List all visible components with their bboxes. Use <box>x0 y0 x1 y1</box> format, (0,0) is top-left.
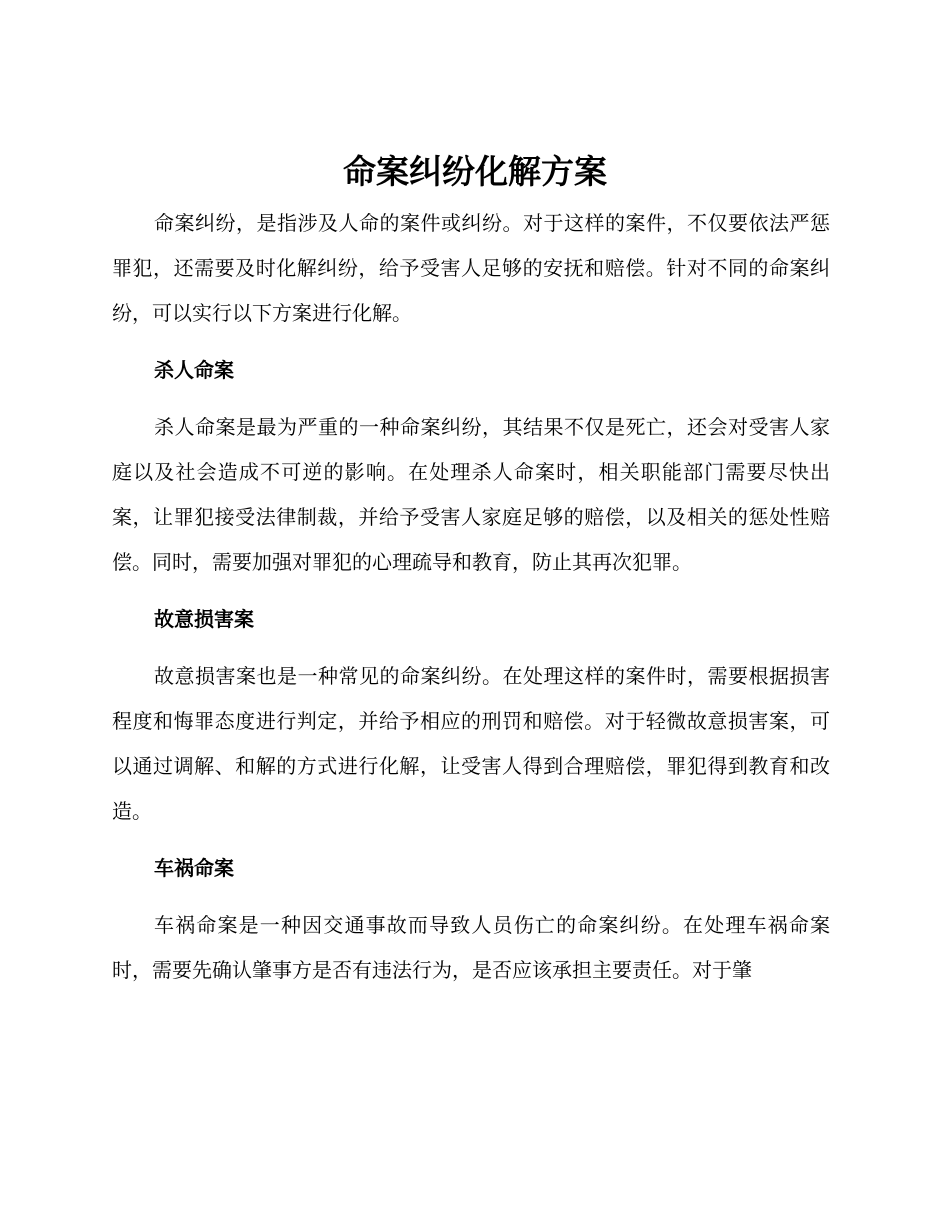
section-heading: 车祸命案 <box>154 856 234 880</box>
document-title: 命案纠纷化解方案 <box>343 152 607 191</box>
section-paragraph: 车祸命案是一种因交通事故而导致人员伤亡的命案纠纷。在处理车祸命案时，需要先确认肇事方是否有违法行为，是否应该承担主要责任。对于肇 <box>112 913 830 982</box>
section-intentional-injury <box>112 597 830 834</box>
section-paragraph: 故意损害案也是一种常见的命案纠纷。在处理这样的案件时，需要根据损害程度和悔罪态度进行判定，并给予相应的刑罚和赔偿。对于轻微故意损害案，可以通过调解、和解的方式进行化解，让受害人得到合理赔偿，罪犯得到教育和改造。 <box>112 664 830 823</box>
section-heading: 故意损害案 <box>154 607 254 631</box>
document-body <box>112 201 830 993</box>
section-murder <box>112 348 830 585</box>
section-heading: 杀人命案 <box>154 358 234 382</box>
section-paragraph: 杀人命案是最为严重的一种命案纠纷，其结果不仅是死亡，还会对受害人家庭以及社会造成不可逆的影响。在处理杀人命案时，相关职能部门需要尽快出案，让罪犯接受法律制裁，并给予受害人家庭足够的赔偿，以及相关的惩处性赔偿。同时，需要加强对罪犯的心理疏导和教育，防止其再次犯罪。 <box>112 415 830 574</box>
section-traffic-accident <box>112 846 830 993</box>
intro-paragraph: 命案纠纷，是指涉及人命的案件或纠纷。对于这样的案件，不仅要依法严惩罪犯，还需要及时化解纠纷，给予受害人足够的安抚和赔偿。针对不同的命案纠纷，可以实行以下方案进行化解。 <box>112 211 830 325</box>
